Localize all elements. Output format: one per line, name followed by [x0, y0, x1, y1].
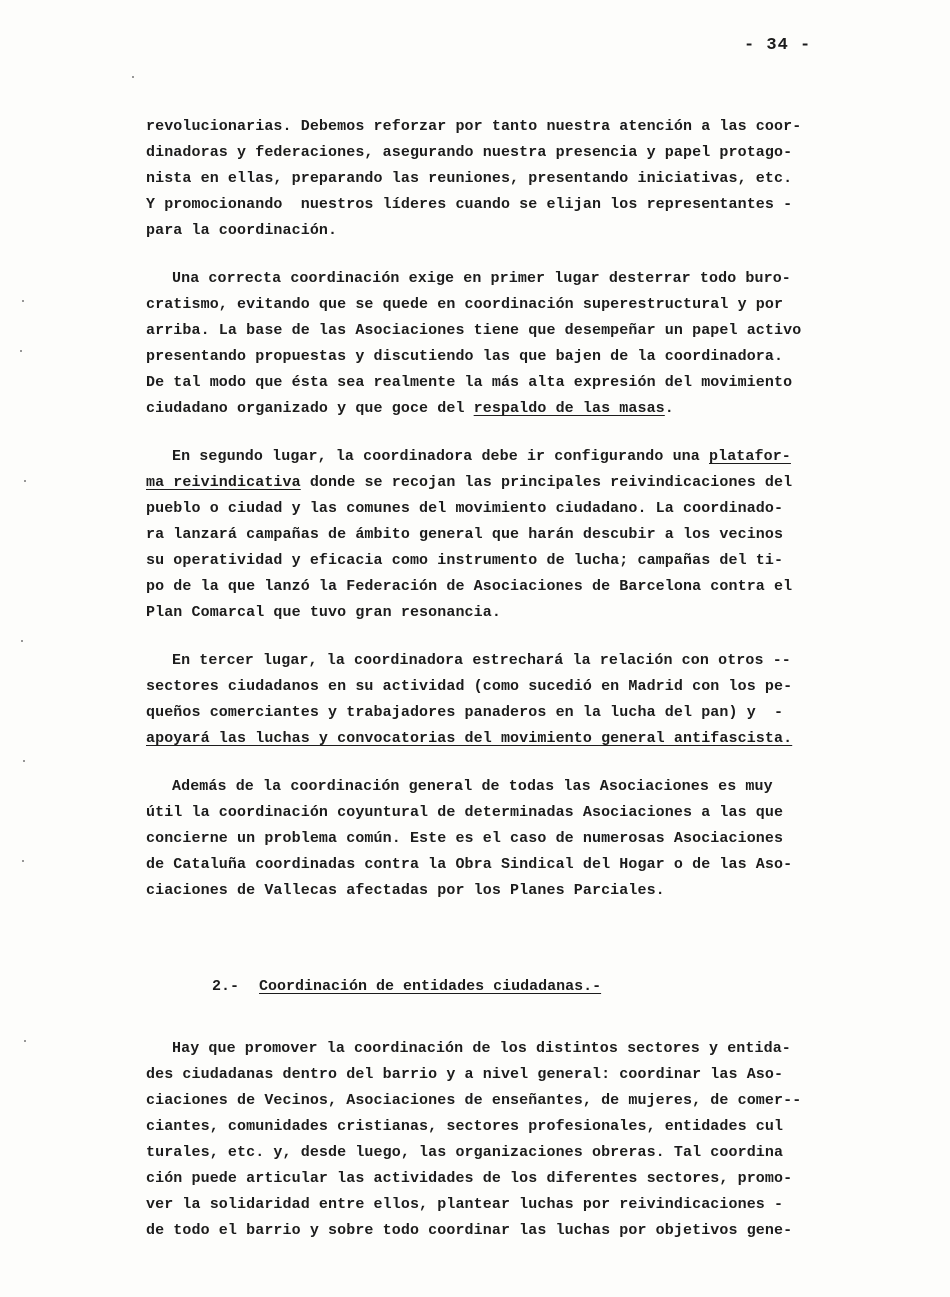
underlined-text: respaldo de las masas	[473, 400, 665, 417]
text-line: para la coordinación.	[146, 222, 338, 239]
text-line: Plan Comarcal que tuvo gran resonancia.	[146, 604, 501, 621]
scan-speck	[132, 76, 134, 78]
underlined-text: platafor-	[709, 448, 791, 465]
scan-speck	[24, 1040, 26, 1042]
scan-speck	[20, 350, 22, 352]
paragraph	[146, 266, 846, 422]
text-line: útil la coordinación coyuntural de determinadas Asociaciones a las que	[146, 804, 784, 821]
text-line	[146, 444, 846, 470]
underlined-text: apoyará las luchas y convocatorias del movimiento general antifascista.	[146, 730, 793, 747]
text-line: pueblo o ciudad y las comunes del movimiento ciudadano. La coordinado-	[146, 500, 784, 517]
final-paragraph	[146, 1036, 846, 1244]
paragraph	[146, 774, 846, 904]
text-line: presentando propuestas y discutiendo las que bajen de la coordinadora.	[146, 348, 784, 365]
text-line: ver la solidaridad entre ellos, plantear luchas por reivindicaciones -	[146, 1196, 784, 1213]
text-segment: .	[664, 400, 674, 417]
underlined-text: ma reivindicativa	[146, 474, 301, 491]
text-line: Además de la coordinación general de todas las Asociaciones es muy	[172, 778, 773, 795]
text-segment: En segundo lugar, la coordinadora debe ir configurando una	[172, 448, 709, 465]
text-line: des ciudadanas dentro del barrio y a nivel general: coordinar las Aso-	[146, 1066, 784, 1083]
text-line: revolucionarias. Debemos reforzar por tanto nuestra atención a las coor-	[146, 118, 802, 135]
text-line	[146, 396, 846, 422]
page-number: - 34 -	[744, 36, 812, 55]
text-line: ra lanzará campañas de ámbito general que harán descubir a los vecinos	[146, 526, 784, 543]
text-line: En tercer lugar, la coordinadora estrechará la relación con otros --	[172, 652, 791, 669]
scan-speck	[22, 860, 24, 862]
section-title: Coordinación de entidades ciudadanas.-	[259, 978, 602, 995]
text-line: de todo el barrio y sobre todo coordinar las luchas por objetivos gene-	[146, 1222, 793, 1239]
paragraph	[146, 648, 846, 752]
text-segment: donde se recojan las principales reivindicaciones del	[300, 474, 793, 491]
text-line: ciaciones de Vecinos, Asociaciones de enseñantes, de mujeres, de comer--	[146, 1092, 802, 1109]
paragraphs-container	[146, 114, 846, 904]
text-line: Una correcta coordinación exige en primer lugar desterrar todo buro-	[172, 270, 791, 287]
text-line: cratismo, evitando que se quede en coordinación superestructural y por	[146, 296, 784, 313]
text-line: ciaciones de Vallecas afectadas por los Planes Parciales.	[146, 882, 665, 899]
scan-speck	[21, 640, 23, 642]
text-segment: ciudadano organizado y que goce del	[146, 400, 474, 417]
text-line: Hay que promover la coordinación de los distintos sectores y entida-	[172, 1040, 791, 1057]
paragraph	[146, 444, 846, 626]
text-line: ción puede articular las actividades de los diferentes sectores, promo-	[146, 1170, 793, 1187]
text-line	[146, 726, 846, 752]
section-number: 2.-	[212, 978, 240, 995]
text-line: po de la que lanzó la Federación de Asociaciones de Barcelona contra el	[146, 578, 793, 595]
text-line: ciantes, comunidades cristianas, sectores profesionales, entidades cul	[146, 1118, 784, 1135]
scan-speck	[22, 300, 24, 302]
text-line: queños comerciantes y trabajadores panaderos en la lucha del pan) y -	[146, 704, 784, 721]
text-line: dinadoras y federaciones, asegurando nuestra presencia y papel protago-	[146, 144, 793, 161]
text-line: arriba. La base de las Asociaciones tiene que desempeñar un papel activo	[146, 322, 802, 339]
text-line: De tal modo que ésta sea realmente la más alta expresión del movimiento	[146, 374, 793, 391]
document-body	[146, 114, 846, 1266]
text-line: concierne un problema común. Este es el caso de numerosas Asociaciones	[146, 830, 784, 847]
section-heading	[146, 948, 846, 1026]
text-line: sectores ciudadanos en su actividad (como sucedió en Madrid con los pe-	[146, 678, 793, 695]
text-line: Y promocionando nuestros líderes cuando se elijan los representantes -	[146, 196, 793, 213]
paragraph	[146, 114, 846, 244]
text-line: su operatividad y eficacia como instrumento de lucha; campañas del ti-	[146, 552, 784, 569]
scan-speck	[24, 480, 26, 482]
text-line	[146, 470, 846, 496]
scan-speck	[23, 760, 25, 762]
text-line: de Cataluña coordinadas contra la Obra Sindical del Hogar o de las Aso-	[146, 856, 793, 873]
text-line: turales, etc. y, desde luego, las organizaciones obreras. Tal coordina	[146, 1144, 784, 1161]
text-line: nista en ellas, preparando las reuniones, presentando iniciativas, etc.	[146, 170, 793, 187]
